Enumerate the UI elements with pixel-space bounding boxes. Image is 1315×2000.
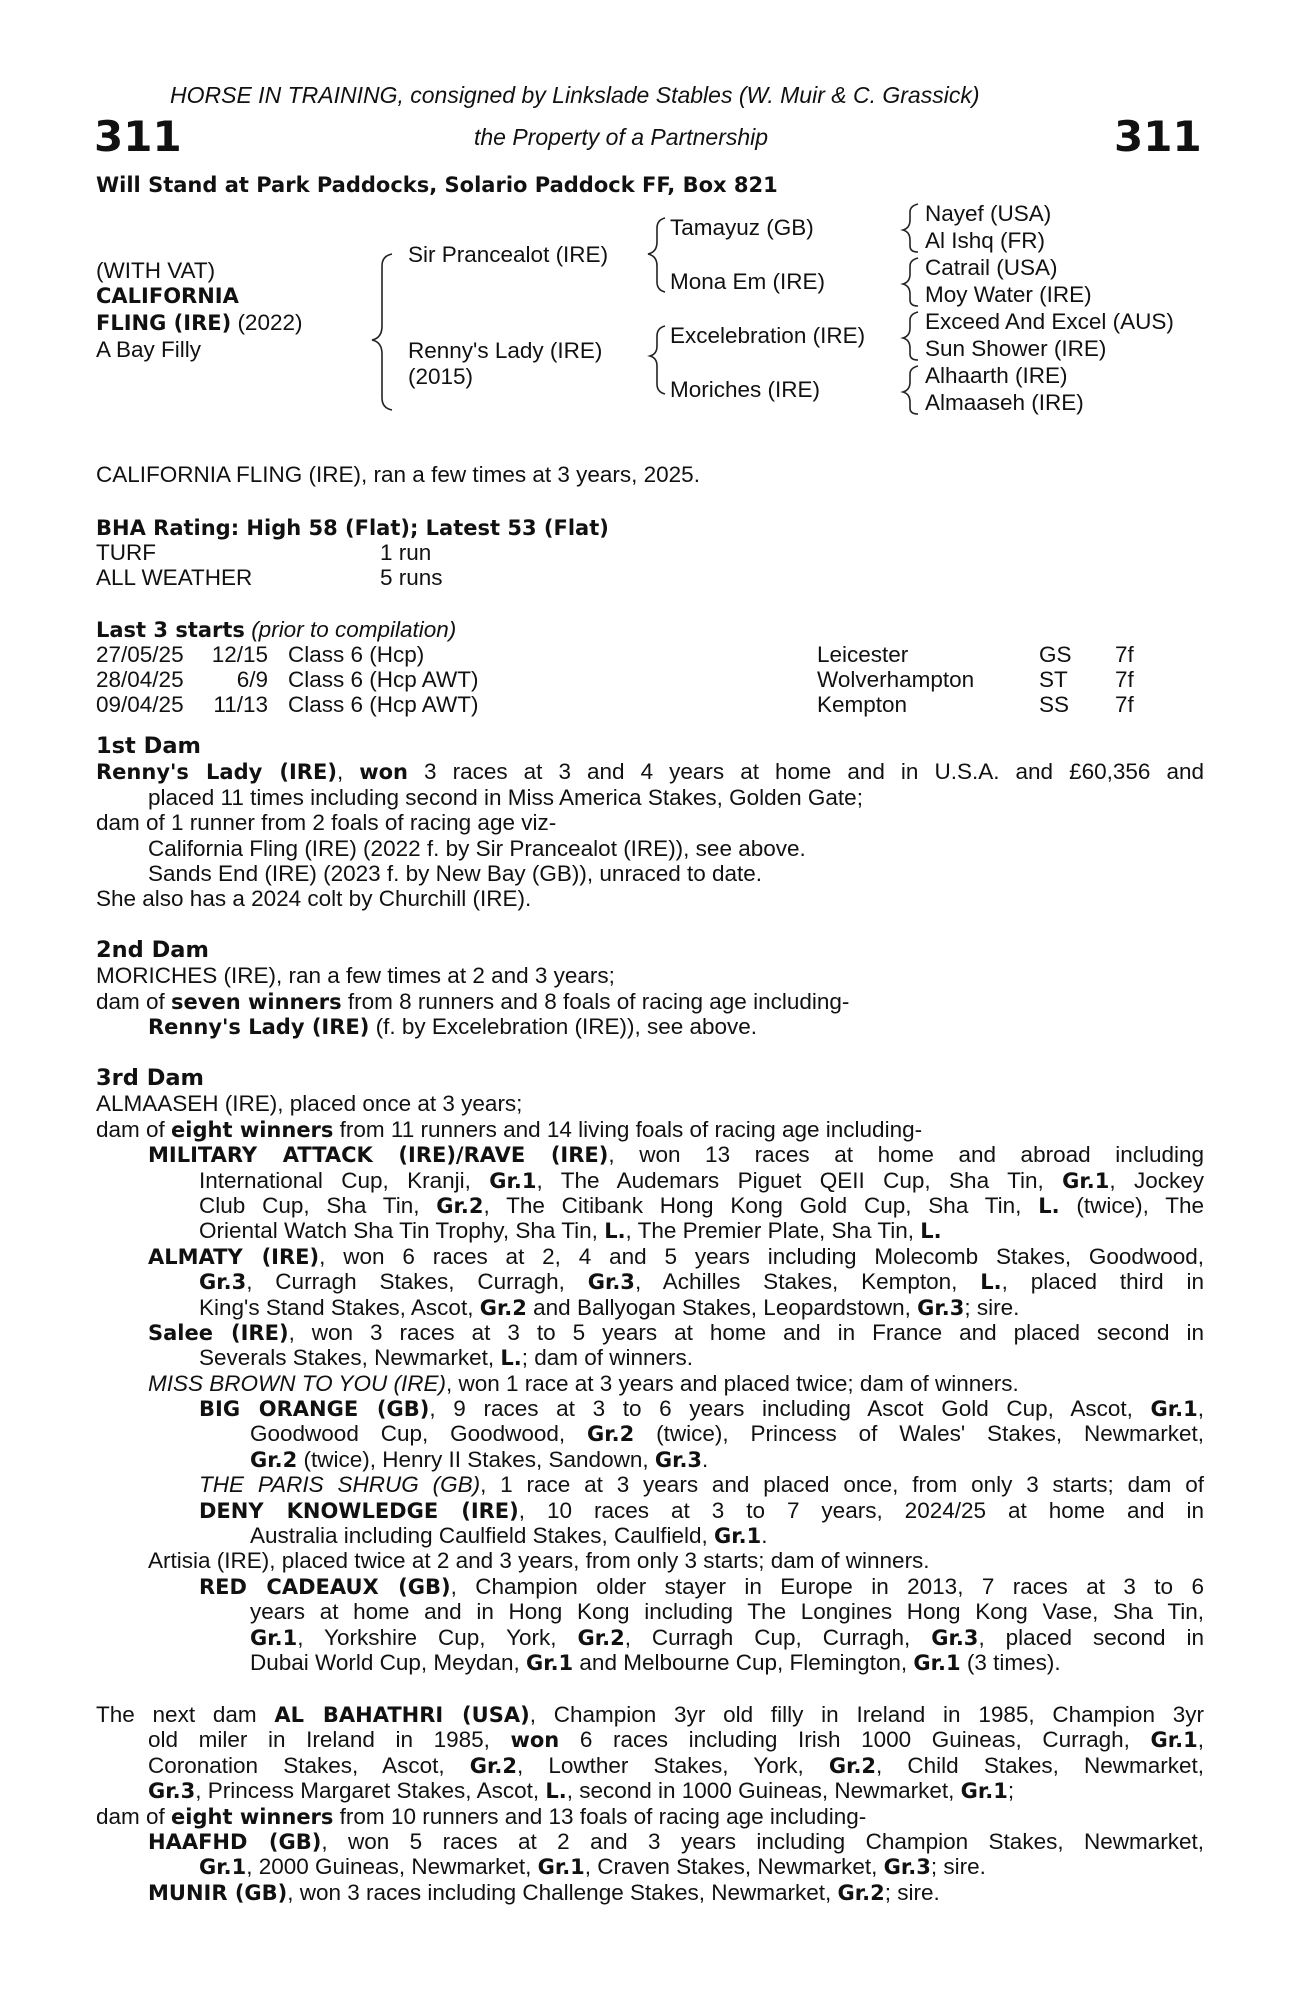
produce-name: MISS BROWN TO YOU (IRE)	[148, 1370, 446, 1396]
first-dam-produce1: California Fling (IRE) (2022 f. by Sir Prancealot (IRE)), see above.	[148, 835, 806, 861]
red-cadeaux-line3	[96, 1625, 1204, 1650]
text: Coronation Stakes, Ascot,	[148, 1752, 470, 1778]
text: ,	[1197, 1396, 1204, 1422]
ds-dam: Sun Shower (IRE)	[925, 336, 1107, 361]
produce-name: RED CADEAUX (GB)	[199, 1574, 451, 1599]
grade: Gr.2	[479, 1295, 527, 1320]
text: , won 6 races at 2, 4 and 5 years including Molecomb Stakes, Goodwood,	[319, 1243, 1204, 1269]
grade: Gr.2	[837, 1880, 885, 1905]
text: , Champion older stayer in Europe in 2013, 7 races at 3 to 6	[450, 1573, 1204, 1599]
text: King's Stand Stakes, Ascot,	[199, 1294, 480, 1320]
next-dam-line2	[96, 1727, 1204, 1752]
salee-line1	[96, 1320, 1204, 1345]
dd-sire: Alhaarth (IRE)	[925, 363, 1068, 388]
text: , 10 races at 3 to 7 years, 2024/25 at home and in	[518, 1497, 1205, 1523]
text: .	[702, 1446, 709, 1472]
dd-dam: Almaaseh (IRE)	[925, 390, 1084, 415]
text: , 1 race at 3 years and placed once, from only 3 starts; dam of	[480, 1472, 1204, 1498]
consignor-line: HORSE IN TRAINING, consigned by Linkslade Stables (W. Muir & C. Grassick)	[170, 82, 980, 108]
start-course: Leicester	[817, 642, 909, 667]
vat-label: (WITH VAT)	[96, 258, 216, 283]
start-position: 6/9	[236, 667, 268, 692]
text: , second in 1000 Guineas, Newmarket,	[566, 1778, 961, 1804]
text: (twice), Princess of Wales' Stakes, Newmarket,	[634, 1421, 1204, 1447]
text: , won 3 races including Challenge Stakes, Newmarket,	[287, 1879, 838, 1905]
text: ; sire.	[930, 1854, 986, 1880]
text: ; sire.	[964, 1294, 1020, 1320]
text: Severals Stakes, Newmarket,	[199, 1345, 501, 1371]
text: (3 times).	[960, 1649, 1061, 1675]
text: , 9 races at 3 to 6 years including Ascot Gold Cup, Ascot,	[429, 1396, 1151, 1422]
miss-brown-line	[96, 1371, 1204, 1396]
turf-runs: 1 run	[380, 540, 432, 565]
grade: Gr.1	[489, 1168, 537, 1193]
start-distance: 7f	[1115, 642, 1134, 667]
red-cadeaux-line4	[96, 1650, 1204, 1675]
winners-count: seven winners	[171, 989, 342, 1014]
text: , Jockey	[1109, 1167, 1204, 1193]
text: , placed third in	[1001, 1269, 1205, 1295]
lot-number-right: 311	[1114, 112, 1202, 161]
start-position: 12/15	[211, 642, 268, 667]
last-starts-title: Last 3 starts	[96, 618, 245, 642]
start-going: SS	[1039, 692, 1070, 717]
text: , Achilles Stakes, Kempton,	[634, 1269, 981, 1295]
text: from 10 runners and 13 foals of racing age including-	[333, 1803, 867, 1829]
produce-name: ALMATY (IRE)	[148, 1244, 320, 1269]
text: , won 1 race at 3 years and placed twice; dam of winners.	[445, 1370, 1019, 1396]
text: , placed second in	[978, 1624, 1204, 1650]
text: (f. by Excelebration (IRE)), see above.	[369, 1014, 758, 1040]
big-orange-line3	[96, 1447, 1204, 1472]
separator: ,	[336, 759, 360, 785]
start-class: Class 6 (Hcp AWT)	[288, 667, 479, 692]
grade: Gr.3	[587, 1270, 635, 1295]
sire: Sir Prancealot (IRE)	[408, 242, 609, 267]
text: International Cup, Kranji,	[199, 1167, 490, 1193]
ss-sire: Nayef (USA)	[925, 201, 1052, 226]
sire-brace	[648, 218, 665, 292]
won-label: won	[359, 760, 409, 785]
text: Goodwood Cup, Goodwood,	[250, 1421, 588, 1447]
paris-shrug-line	[96, 1472, 1204, 1497]
third-dam-line1: ALMAASEH (IRE), placed once at 3 years;	[96, 1091, 523, 1117]
start-going: GS	[1039, 642, 1072, 667]
grade: Gr.2	[436, 1193, 484, 1218]
race-summary: CALIFORNIA FLING (IRE), ran a few times at 3 years, 2025.	[96, 462, 700, 487]
sire-dam: Mona Em (IRE)	[670, 269, 826, 294]
grade: Gr.1	[525, 1650, 574, 1675]
red-cadeaux-line2: years at home and in Hong Kong including The Longines Hong Kong Vase, Sha Tin,	[250, 1599, 1204, 1625]
grade: Gr.3	[917, 1295, 965, 1320]
grade: Gr.2	[828, 1753, 877, 1778]
grade: Gr.3	[148, 1779, 196, 1804]
first-dam-produce2: Sands End (IRE) (2023 f. by New Bay (GB)), unraced to date.	[148, 860, 763, 886]
next-dam-line1	[96, 1702, 1204, 1727]
military-attack-line4	[96, 1218, 1204, 1243]
produce-name: MILITARY ATTACK (IRE)/RAVE (IRE)	[148, 1143, 609, 1168]
second-dam-line2	[96, 989, 1204, 1014]
tamayuz-brace	[903, 204, 918, 252]
haafhd-line2	[96, 1854, 1204, 1879]
grade: Gr.1	[199, 1855, 247, 1880]
aw-runs: 5 runs	[380, 565, 443, 590]
next-dam-line5	[96, 1804, 1204, 1829]
almaty-line3	[96, 1295, 1204, 1320]
text: dam of	[96, 1116, 172, 1142]
text: , won 5 races at 2 and 3 years including Champion Stakes, Newmarket,	[321, 1828, 1205, 1854]
text: , Craven Stakes, Newmarket,	[584, 1854, 884, 1880]
dam-year: (2015)	[408, 364, 474, 389]
text: , The Audemars Piguet QEII Cup, Sha Tin,	[536, 1167, 1063, 1193]
start-distance: 7f	[1115, 667, 1134, 692]
second-dam-title: 2nd Dam	[96, 937, 209, 963]
text: , won 13 races at home and abroad including	[608, 1142, 1205, 1168]
text: and Ballyogan Stakes, Leopardstown,	[526, 1294, 918, 1320]
grade: Gr.1	[250, 1625, 298, 1650]
text: 6 races including Irish 1000 Guineas, Curragh,	[559, 1727, 1151, 1753]
military-attack-line3	[96, 1193, 1204, 1218]
produce-name: BIG ORANGE (GB)	[199, 1397, 430, 1422]
military-attack-line1	[96, 1142, 1204, 1167]
grade: Gr.1	[1150, 1728, 1198, 1753]
turf-label: TURF	[96, 540, 156, 565]
text: , Champion 3yr old filly in Ireland in 1985, Champion 3yr	[529, 1702, 1204, 1727]
first-dam-section	[96, 734, 1204, 912]
text: The next dam	[96, 1702, 275, 1727]
text: ;	[1007, 1778, 1015, 1804]
third-dam-line2	[96, 1117, 1204, 1142]
produce-name: HAAFHD (GB)	[148, 1829, 322, 1854]
excelebration-brace	[903, 312, 918, 360]
text: , Yorkshire Cup, York,	[297, 1624, 578, 1650]
dam-dam: Moriches (IRE)	[670, 377, 821, 402]
grade: Gr.3	[654, 1447, 703, 1472]
dam-name: AL BAHATHRI (USA)	[274, 1703, 530, 1727]
grade: Gr.1	[960, 1779, 1008, 1804]
text: Dubai World Cup, Meydan,	[250, 1649, 526, 1675]
text: , Child Stakes, Newmarket,	[876, 1752, 1204, 1778]
lot-number-left: 311	[94, 112, 182, 161]
winners-count: eight winners	[171, 1117, 334, 1142]
produce-name: Salee (IRE)	[148, 1320, 289, 1345]
text: Australia including Caulfield Stakes, Caulfield,	[250, 1523, 714, 1549]
property-line: the Property of a Partnership	[474, 124, 769, 150]
text: from 8 runners and 8 foals of racing age including-	[341, 988, 850, 1014]
start-going: ST	[1039, 667, 1068, 692]
dam-brace	[650, 326, 665, 394]
grade: L.	[545, 1779, 567, 1804]
grade: Gr.1	[714, 1524, 762, 1549]
sd-dam: Moy Water (IRE)	[925, 282, 1092, 307]
big-orange-line2	[96, 1421, 1204, 1446]
grade: Gr.2	[250, 1447, 298, 1472]
last-starts-note: (prior to compilation)	[244, 617, 457, 642]
main-brace	[372, 254, 392, 410]
text: ; sire.	[884, 1879, 940, 1905]
last-starts-heading	[96, 617, 456, 643]
grade: Gr.1	[1150, 1397, 1198, 1422]
grade: L.	[920, 1219, 942, 1244]
start-course: Kempton	[817, 692, 908, 717]
first-dam-produce3: She also has a 2024 colt by Churchill (IRE).	[96, 886, 532, 912]
start-position: 11/13	[213, 692, 268, 717]
produce-name: MUNIR (GB)	[148, 1880, 288, 1905]
start-date: 09/04/25	[96, 692, 184, 717]
almaty-line1	[96, 1244, 1204, 1269]
start-date: 27/05/25	[96, 642, 184, 667]
text: ,	[1197, 1727, 1205, 1753]
start-distance: 7f	[1115, 692, 1134, 717]
record-text: 3 races at 3 and 4 years at home and in U.S.A. and £60,356 and	[408, 759, 1204, 785]
text: , won 3 races at 3 to 5 years at home and in France and placed second in	[288, 1319, 1204, 1345]
first-dam-line3: dam of 1 runner from 2 foals of racing age viz-	[96, 810, 557, 836]
text: , Curragh Cup, Curragh,	[624, 1624, 932, 1650]
produce-name: DENY KNOWLEDGE (IRE)	[199, 1498, 519, 1523]
grade: Gr.1	[913, 1650, 961, 1675]
grade: L.	[1038, 1193, 1060, 1218]
next-dam-line3	[96, 1753, 1204, 1778]
bha-rating: BHA Rating: High 58 (Flat); Latest 53 (Flat)	[96, 516, 609, 540]
grade: Gr.2	[577, 1625, 625, 1650]
grade: Gr.2	[469, 1753, 517, 1778]
text: .	[761, 1523, 768, 1549]
text: , Lowther Stakes, York,	[516, 1752, 829, 1778]
first-dam-title: 1st Dam	[96, 733, 201, 759]
horse-description: A Bay Filly	[96, 337, 202, 362]
text: , 2000 Guineas, Newmarket,	[246, 1854, 538, 1880]
mona-em-brace	[903, 258, 918, 306]
grade: Gr.2	[587, 1422, 635, 1447]
start-class: Class 6 (Hcp)	[288, 642, 425, 667]
pedigree-braces	[0, 0, 1315, 420]
text: from 11 runners and 14 living foals of racing age including-	[333, 1116, 923, 1142]
second-dam-line1: MORICHES (IRE), ran a few times at 2 and 3 years;	[96, 963, 615, 989]
grade: Gr.1	[537, 1855, 585, 1880]
text: , Princess Margaret Stakes, Ascot,	[195, 1778, 546, 1804]
third-dam-section	[96, 1066, 1204, 1675]
text: , Curragh Stakes, Curragh,	[246, 1269, 588, 1295]
ss-dam: Al Ishq (FR)	[925, 228, 1046, 253]
dam-name: Renny's Lady (IRE)	[96, 760, 337, 785]
start-class: Class 6 (Hcp AWT)	[288, 692, 479, 717]
second-dam-section	[96, 938, 1204, 1040]
next-dam-line4	[96, 1778, 1204, 1803]
horse-foaling-year: (2022)	[231, 310, 303, 335]
start-date: 28/04/25	[96, 667, 184, 692]
military-attack-line2	[96, 1168, 1204, 1193]
first-dam-line1	[96, 759, 1204, 784]
text: dam of	[96, 1803, 172, 1829]
text: ; dam of winners.	[521, 1345, 694, 1371]
won-label: won	[510, 1728, 560, 1753]
dam: Renny's Lady (IRE)	[408, 338, 603, 363]
grade: L.	[980, 1270, 1002, 1295]
grade: L.	[604, 1219, 626, 1244]
ds-sire: Exceed And Excel (AUS)	[925, 309, 1174, 334]
salee-line2	[96, 1345, 1204, 1370]
grade: Gr.3	[199, 1270, 247, 1295]
third-dam-title: 3rd Dam	[96, 1065, 204, 1091]
grade: L.	[500, 1346, 522, 1371]
winners-count: eight winners	[171, 1804, 334, 1829]
text: Club Cup, Sha Tin,	[199, 1192, 437, 1218]
text: , The Citibank Hong Kong Gold Cup, Sha Tin,	[483, 1192, 1039, 1218]
first-dam-line2: placed 11 times including second in Miss America Stakes, Golden Gate;	[148, 784, 863, 810]
text: , The Premier Plate, Sha Tin,	[625, 1218, 921, 1244]
text: Oriental Watch Sha Tin Trophy, Sha Tin,	[199, 1218, 605, 1244]
text: (twice), Henry II Stakes, Sandown,	[297, 1446, 655, 1472]
dam-sire: Excelebration (IRE)	[670, 323, 866, 348]
grade: Gr.1	[1062, 1168, 1110, 1193]
grade: Gr.3	[931, 1625, 979, 1650]
big-orange-line1	[96, 1396, 1204, 1421]
horse-name-part2: FLING (IRE)	[96, 311, 232, 335]
deny-knowledge-line2	[96, 1523, 1204, 1548]
start-course: Wolverhampton	[817, 667, 975, 692]
produce-name: Renny's Lady (IRE)	[148, 1015, 370, 1040]
sire-sire: Tamayuz (GB)	[670, 215, 814, 240]
second-dam-line3	[96, 1014, 1204, 1039]
produce-name: THE PARIS SHRUG (GB)	[199, 1472, 481, 1498]
almaty-line2	[96, 1269, 1204, 1294]
next-dam-section	[96, 1702, 1204, 1905]
text: dam of	[96, 988, 172, 1014]
moriches-brace	[903, 366, 918, 414]
horse-name-line1: CALIFORNIA	[96, 284, 239, 308]
sd-sire: Catrail (USA)	[925, 255, 1058, 280]
red-cadeaux-line1	[96, 1574, 1204, 1599]
text: (twice), The	[1059, 1192, 1204, 1218]
deny-knowledge-line1	[96, 1498, 1204, 1523]
grade: Gr.3	[883, 1855, 931, 1880]
text: and Melbourne Cup, Flemington,	[573, 1649, 914, 1675]
haafhd-line1	[96, 1829, 1204, 1854]
artisia-line: Artisia (IRE), placed twice at 2 and 3 years, from only 3 starts; dam of winners.	[148, 1548, 930, 1574]
munir-line	[96, 1880, 1204, 1905]
stand-location: Will Stand at Park Paddocks, Solario Paddock FF, Box 821	[96, 173, 778, 197]
text: old miler in Ireland in 1985,	[148, 1727, 511, 1753]
aw-label: ALL WEATHER	[96, 565, 253, 590]
